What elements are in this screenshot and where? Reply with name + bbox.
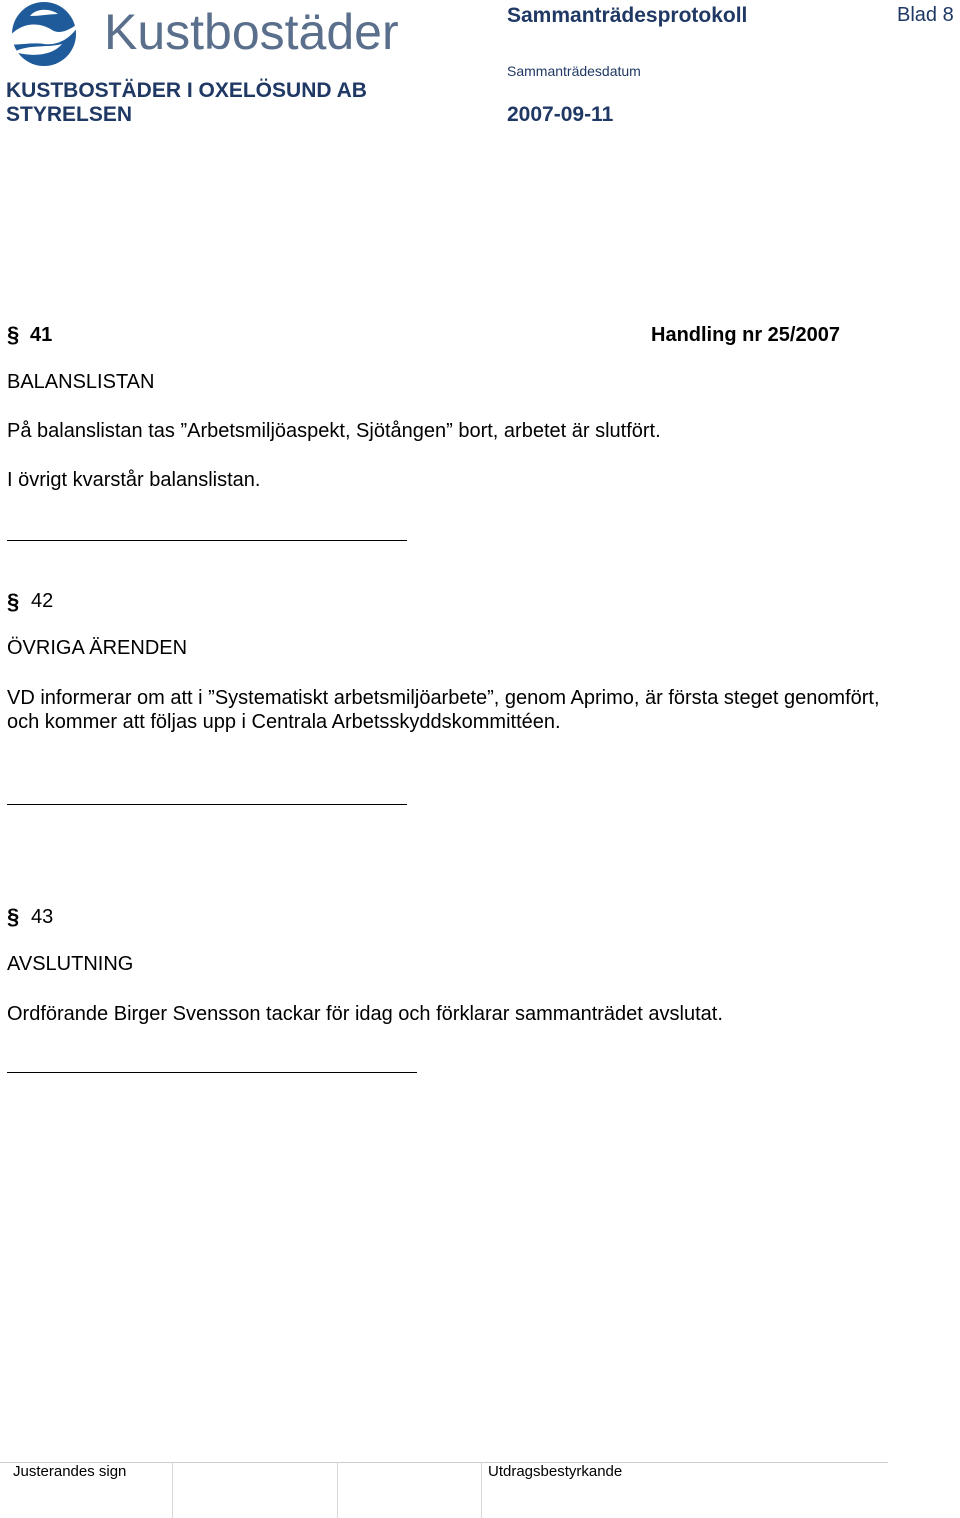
wave-logo-icon — [0, 0, 100, 70]
section-number: 43 — [31, 906, 54, 928]
footer-column-line — [172, 1463, 173, 1518]
footer-column-line — [337, 1463, 338, 1518]
section-heading: BALANSLISTAN — [7, 371, 155, 393]
section-paragraph: Ordförande Birger Svensson tackar för idag och förklarar sammanträdet avslutat. — [7, 1003, 723, 1025]
footer-sign-label: Justerandes sign — [13, 1463, 127, 1480]
meeting-date: 2007-09-11 — [507, 103, 614, 126]
meeting-date-label: Sammanträdesdatum — [507, 63, 641, 79]
section-paragraph: I övrigt kvarstår balanslistan. — [7, 469, 261, 491]
footer-certify-label: Utdragsbestyrkande — [488, 1463, 623, 1480]
section-number: 41 — [30, 324, 53, 346]
page-number: Blad 8 — [897, 4, 954, 26]
company-name: KUSTBOSTÄDER I OXELÖSUND AB — [6, 79, 367, 102]
document-reference: Handling nr 25/2007 — [651, 324, 840, 346]
footer-column-line — [481, 1463, 482, 1518]
section-symbol: § — [7, 322, 20, 347]
board-name: STYRELSEN — [6, 103, 133, 126]
footer-divider — [0, 1462, 888, 1463]
section-paragraph: På balanslistan tas ”Arbetsmiljöaspekt, Sjötången” bort, arbetet är slutfört. — [7, 420, 661, 442]
section-paragraph: VD informerar om att i ”Systematiskt arbetsmiljöarbete”, genom Aprimo, är första steget genomfört, och kommer att följas upp i Centrala Arbetsskyddskommittéen. — [7, 687, 880, 733]
section-heading: ÖVRIGA ÄRENDEN — [7, 637, 188, 659]
logo-wordmark: Kustbostäder — [104, 4, 399, 60]
section-heading: AVSLUTNING — [7, 953, 134, 975]
section-divider — [7, 1072, 417, 1073]
section-divider — [7, 804, 407, 805]
section-number: 42 — [31, 590, 54, 612]
section-divider — [7, 540, 407, 541]
section-symbol: § — [7, 589, 20, 614]
section-symbol: § — [7, 904, 20, 929]
document-title: Sammanträdesprotokoll — [507, 4, 748, 27]
company-logo — [0, 0, 440, 70]
